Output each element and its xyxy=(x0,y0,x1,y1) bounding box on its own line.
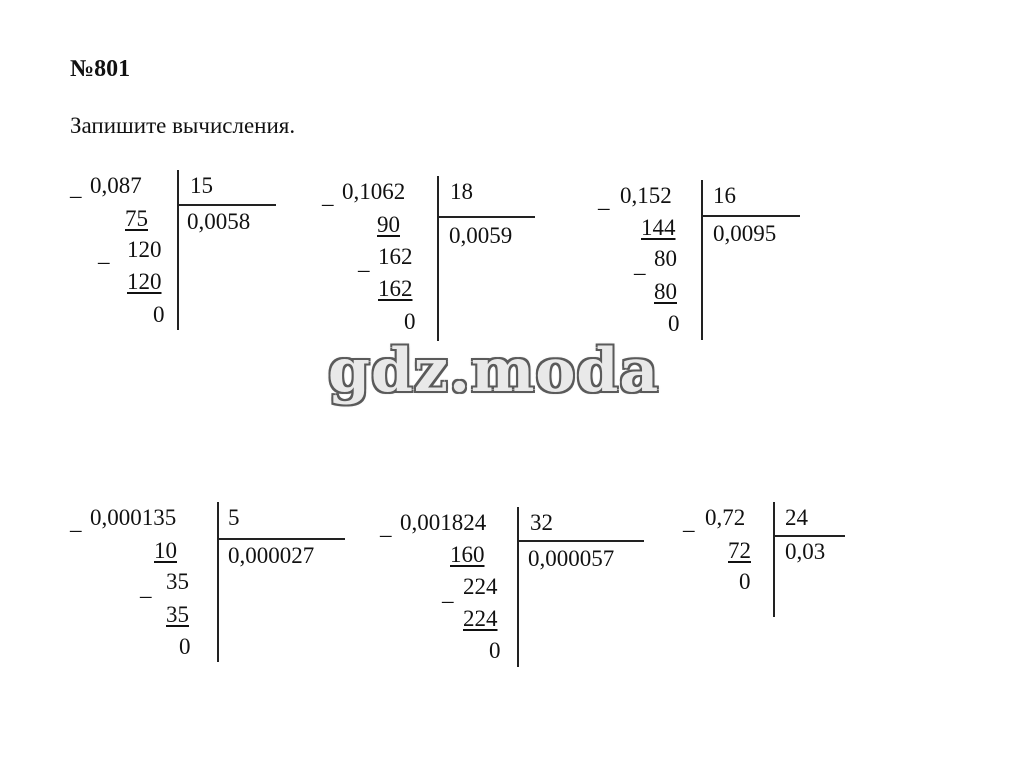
divisor: 18 xyxy=(450,179,473,204)
step-remainder: 35 xyxy=(166,569,189,594)
minus-sign: _ xyxy=(322,183,334,208)
quotient: 0,000057 xyxy=(528,546,615,571)
problem-number: №801 xyxy=(70,56,131,82)
step-subtrahend: 10 xyxy=(154,538,177,563)
long-division-1 xyxy=(70,170,280,335)
step-subtrahend: 90 xyxy=(377,212,400,237)
step-subtrahend: 72 xyxy=(728,538,751,563)
minus-sign: _ xyxy=(358,249,370,274)
quotient: 0,0058 xyxy=(187,209,251,234)
division-bar-horizontal xyxy=(517,540,644,542)
step-remainder: 162 xyxy=(378,244,413,269)
dividend: 0,000135 xyxy=(90,505,177,530)
step-subtrahend: 35 xyxy=(166,602,189,627)
final-remainder: 0 xyxy=(739,569,751,594)
watermark-logo: gdz.moda xyxy=(328,336,660,406)
divisor: 5 xyxy=(228,505,240,530)
step-subtrahend: 162 xyxy=(378,276,413,301)
division-bar-vertical xyxy=(701,180,703,340)
divisor: 24 xyxy=(785,505,808,530)
minus-sign: _ xyxy=(598,187,610,212)
division-bar-vertical xyxy=(437,176,439,341)
long-division-6 xyxy=(683,502,853,622)
division-bar-vertical xyxy=(773,502,775,617)
quotient: 0,000027 xyxy=(228,543,315,568)
final-remainder: 0 xyxy=(404,309,416,334)
dividend: 0,087 xyxy=(90,173,142,198)
final-remainder: 0 xyxy=(153,302,165,327)
minus-sign: _ xyxy=(683,509,695,534)
step-subtrahend: 80 xyxy=(654,279,677,304)
step-subtrahend: 144 xyxy=(641,215,676,240)
division-bar-horizontal xyxy=(701,215,800,217)
step-subtrahend: 75 xyxy=(125,206,148,231)
minus-sign: _ xyxy=(70,175,82,200)
minus-sign: _ xyxy=(98,241,110,266)
minus-sign: _ xyxy=(70,509,82,534)
quotient: 0,0095 xyxy=(713,221,777,246)
dividend: 0,72 xyxy=(705,505,746,530)
dividend: 0,1062 xyxy=(342,179,406,204)
final-remainder: 0 xyxy=(668,311,680,336)
step-subtrahend: 120 xyxy=(127,269,162,294)
step-remainder: 224 xyxy=(463,574,498,599)
divisor: 16 xyxy=(713,183,736,208)
divisor: 32 xyxy=(530,510,553,535)
long-division-4 xyxy=(70,502,350,667)
dividend: 0,152 xyxy=(620,183,672,208)
minus-sign: _ xyxy=(380,514,392,539)
step-subtrahend: 224 xyxy=(463,606,498,631)
quotient: 0,0059 xyxy=(449,223,513,248)
long-division-5 xyxy=(380,507,655,672)
minus-sign: _ xyxy=(634,252,646,277)
minus-sign: _ xyxy=(442,580,454,605)
division-bar-horizontal xyxy=(437,216,535,218)
long-division-3 xyxy=(598,180,808,345)
division-bar-vertical xyxy=(217,502,219,662)
final-remainder: 0 xyxy=(489,638,501,663)
division-bar-vertical xyxy=(517,507,519,667)
dividend: 0,001824 xyxy=(400,510,487,535)
step-remainder: 80 xyxy=(654,246,677,271)
step-subtrahend: 160 xyxy=(450,542,485,567)
divisor: 15 xyxy=(190,173,213,198)
minus-sign: _ xyxy=(140,575,152,600)
division-bar-vertical xyxy=(177,170,179,330)
quotient: 0,03 xyxy=(785,539,826,564)
instruction-text: Запишите вычисления. xyxy=(70,113,296,138)
long-division-2 xyxy=(322,176,542,344)
step-remainder: 120 xyxy=(127,237,162,262)
final-remainder: 0 xyxy=(179,634,191,659)
